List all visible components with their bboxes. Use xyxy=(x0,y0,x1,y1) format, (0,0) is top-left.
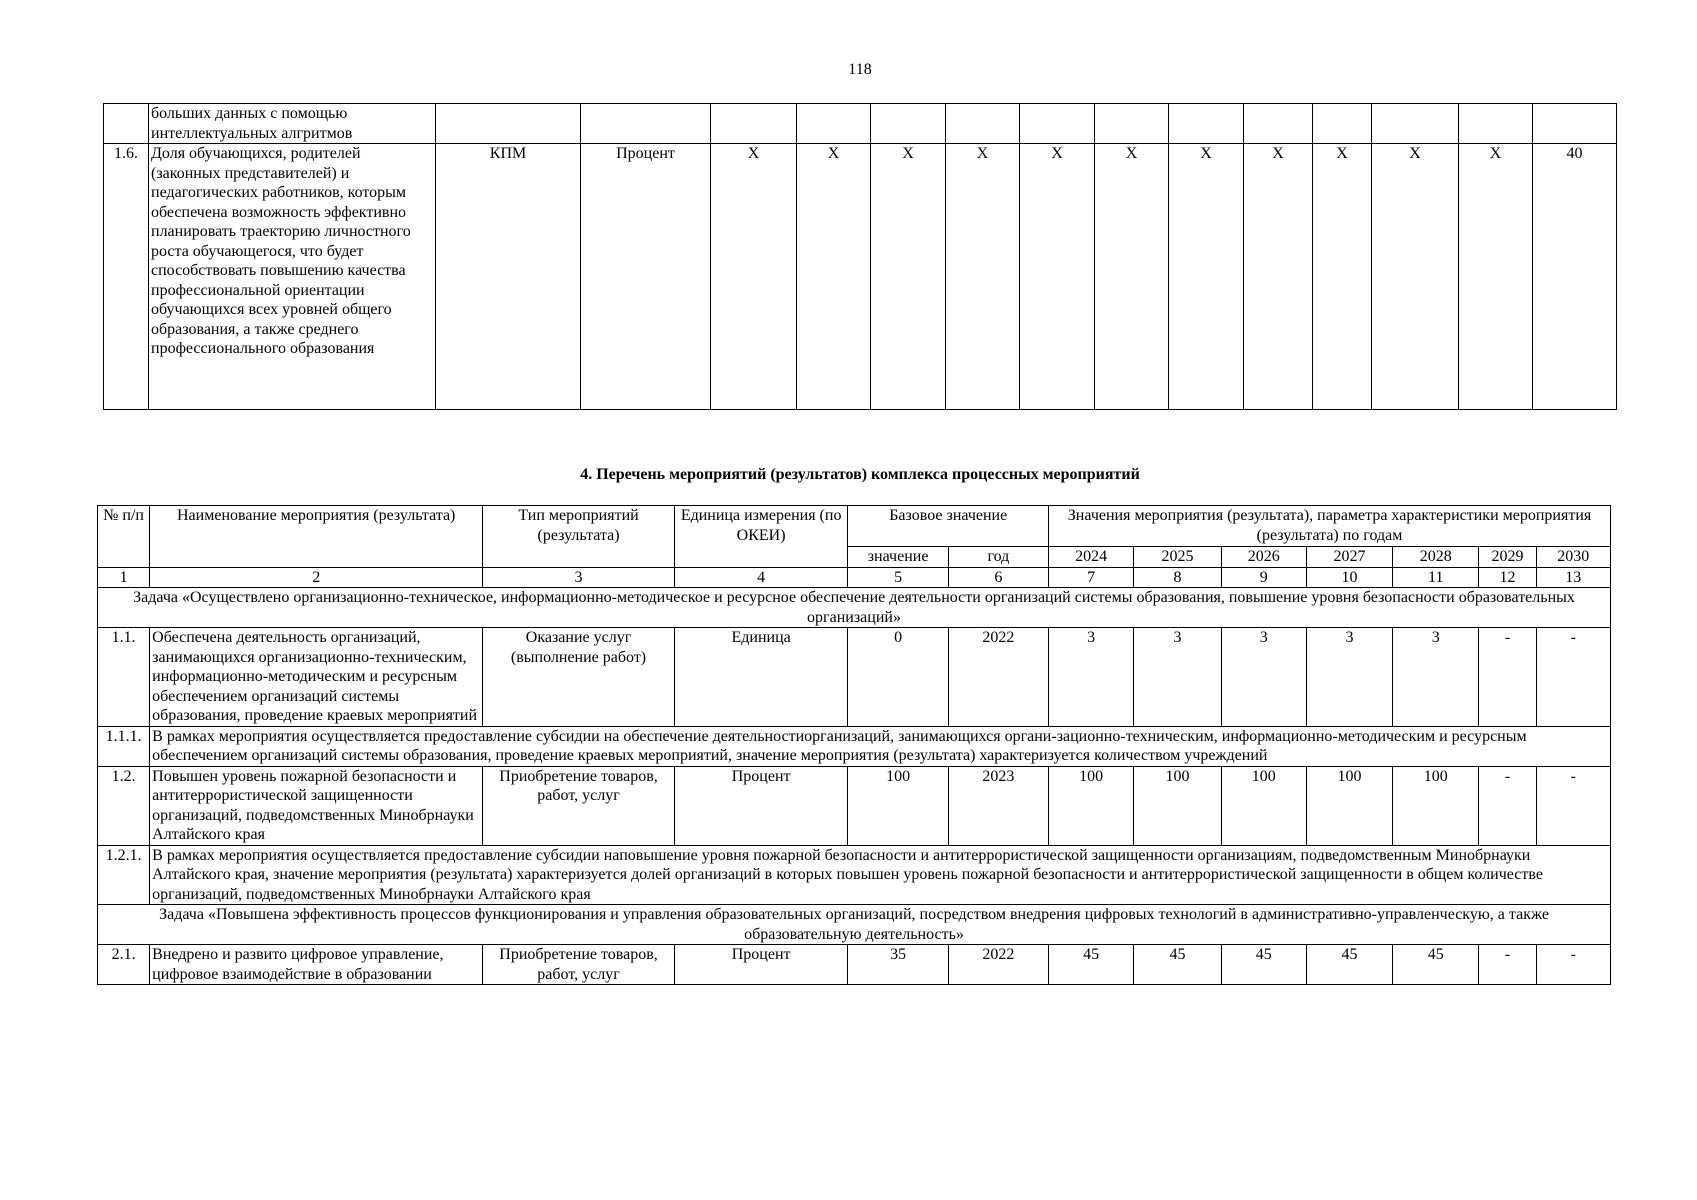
base-value: 100 xyxy=(848,766,948,845)
cell-value xyxy=(946,104,1020,144)
cell-value: Х xyxy=(1459,144,1533,410)
row-number: 1.1. xyxy=(98,628,150,727)
activities-table xyxy=(97,505,1611,985)
cell-value: Х xyxy=(1169,144,1244,410)
year-value: 100 xyxy=(1221,766,1306,845)
description-row xyxy=(98,845,1611,905)
header-year: 2028 xyxy=(1393,547,1479,568)
table-row xyxy=(104,144,1617,410)
table-row xyxy=(98,766,1611,845)
header-type: Тип мероприятий (результата) xyxy=(483,506,675,568)
column-number: 11 xyxy=(1393,567,1479,588)
base-year: 2023 xyxy=(948,766,1048,845)
section-title: 4. Перечень мероприятий (результатов) комплекса процессных мероприятий xyxy=(580,466,1140,483)
year-value: 3 xyxy=(1393,628,1479,727)
year-value: 45 xyxy=(1393,945,1479,985)
cell-value: Х xyxy=(1095,144,1169,410)
header-name: Наименование мероприятия (результата) xyxy=(150,506,483,568)
year-value: 100 xyxy=(1049,766,1134,845)
cell-value xyxy=(1533,104,1617,144)
table-row xyxy=(104,104,1617,144)
header-base: Базовое значение xyxy=(848,506,1049,547)
cell-value xyxy=(1095,104,1169,144)
row-number: 1.6. xyxy=(104,144,149,410)
activity-unit: Процент xyxy=(674,945,848,985)
activity-type: Оказание услуг (выполнение работ) xyxy=(483,628,675,727)
cell-value: Х xyxy=(1372,144,1459,410)
cell-value: Х xyxy=(797,144,871,410)
year-value: - xyxy=(1536,766,1610,845)
year-value: 45 xyxy=(1134,945,1221,985)
cell-value xyxy=(711,104,797,144)
year-value: - xyxy=(1479,628,1536,727)
base-value: 35 xyxy=(848,945,948,985)
year-value: 3 xyxy=(1049,628,1134,727)
header-year: 2029 xyxy=(1479,547,1536,568)
description-row xyxy=(98,726,1611,766)
indicator-type xyxy=(436,104,581,144)
header-values-by-year: Значения мероприятия (результата), параметра характеристики мероприятия (результата) по годам xyxy=(1049,506,1611,547)
cell-value: 40 xyxy=(1533,144,1617,410)
year-value: - xyxy=(1536,628,1610,727)
task-title: Задача «Осуществлено организационно-техническое, информационно-методическое и ресурсное обеспечение деятельности организаций системы образования, повышение уровня безопасности образовательных организаций» xyxy=(98,588,1611,628)
cell-value xyxy=(1313,104,1372,144)
cell-value xyxy=(871,104,946,144)
header-num: № п/п xyxy=(98,506,150,568)
activity-unit: Единица xyxy=(674,628,848,727)
activity-type: Приобретение товаров, работ, услуг xyxy=(483,945,675,985)
year-value: 45 xyxy=(1049,945,1134,985)
cell-value xyxy=(1020,104,1095,144)
year-value: - xyxy=(1536,945,1610,985)
base-value: 0 xyxy=(848,628,948,727)
column-number: 5 xyxy=(848,567,948,588)
header-year: 2027 xyxy=(1306,547,1392,568)
cell-value xyxy=(1169,104,1244,144)
header-base-value: значение xyxy=(848,547,948,568)
row-number: 1.2. xyxy=(98,766,150,845)
activity-description: В рамках мероприятия осуществляется предоставление субсидии на обеспечение деятельностиорганизаций, занимающихся органи-зационно-техническим, информационно-методическим и ресурсным обеспечением организаций системы образования, проведение краевых мероприятий, значение мероприятия (результата) характеризуется количеством учреждений xyxy=(150,726,1611,766)
activity-name: Повышен уровень пожарной безопасности и антитеррористической защищенности организаций, подведомственных Минобрнауки Алтайского края xyxy=(150,766,483,845)
cell-value: Х xyxy=(871,144,946,410)
cell-value xyxy=(1459,104,1533,144)
row-number: 1.2.1. xyxy=(98,845,150,905)
base-year: 2022 xyxy=(948,628,1048,727)
year-value: 100 xyxy=(1393,766,1479,845)
base-year: 2022 xyxy=(948,945,1048,985)
header-year: 2024 xyxy=(1049,547,1134,568)
column-number: 10 xyxy=(1306,567,1392,588)
column-number-row xyxy=(98,567,1611,588)
indicator-unit: Процент xyxy=(581,144,711,410)
activity-unit: Процент xyxy=(674,766,848,845)
header-row xyxy=(98,506,1611,547)
cell-value: Х xyxy=(1313,144,1372,410)
year-value: 45 xyxy=(1306,945,1392,985)
column-number: 1 xyxy=(98,567,150,588)
indicator-name: больших данных с помощью интеллектуальных алгритмов xyxy=(149,104,436,144)
activity-name: Обеспечена деятельность организаций, занимающихся организационно-техническим, информационно-методическим и ресурсным обеспечением организаций системы образования, проведение краевых мероприятий xyxy=(150,628,483,727)
cell-value: Х xyxy=(946,144,1020,410)
cell-value: Х xyxy=(1244,144,1313,410)
indicator-unit xyxy=(581,104,711,144)
year-value: 3 xyxy=(1306,628,1392,727)
header-unit: Единица измерения (по ОКЕИ) xyxy=(674,506,848,568)
activity-description: В рамках мероприятия осуществляется предоставление субсидии наповышение уровня пожарной безопасности и антитеррористической защищенности организациям, подведомственным Минобрнауки Алтайского края, значение мероприятия (результата) характеризуется долей организаций в которых повышен уровень пожарной безопасности и антитеррористической защищенности в общем количестве организаций, подведомственных Минобрнауки Алтайского края xyxy=(150,845,1611,905)
year-value: 100 xyxy=(1306,766,1392,845)
column-number: 6 xyxy=(948,567,1048,588)
header-year: 2026 xyxy=(1221,547,1306,568)
cell-value xyxy=(797,104,871,144)
cell-value xyxy=(1372,104,1459,144)
cell-value: Х xyxy=(1020,144,1095,410)
indicators-table-continuation xyxy=(103,103,1617,410)
year-value: - xyxy=(1479,945,1536,985)
task-row xyxy=(98,905,1611,945)
column-number: 12 xyxy=(1479,567,1536,588)
year-value: 3 xyxy=(1221,628,1306,727)
year-value: 45 xyxy=(1221,945,1306,985)
row-number xyxy=(104,104,149,144)
page-number: 118 xyxy=(848,61,872,78)
activity-type: Приобретение товаров, работ, услуг xyxy=(483,766,675,845)
column-number: 3 xyxy=(483,567,675,588)
table-row xyxy=(98,945,1611,985)
column-number: 2 xyxy=(150,567,483,588)
column-number: 9 xyxy=(1221,567,1306,588)
cell-value xyxy=(1244,104,1313,144)
year-value: 100 xyxy=(1134,766,1221,845)
year-value: 3 xyxy=(1134,628,1221,727)
column-number: 8 xyxy=(1134,567,1221,588)
column-number: 13 xyxy=(1536,567,1610,588)
indicator-type: КПМ xyxy=(436,144,581,410)
activity-name: Внедрено и развито цифровое управление, цифровое взаимодействие в образовании xyxy=(150,945,483,985)
column-number: 7 xyxy=(1049,567,1134,588)
task-title: Задача «Повышена эффективность процессов функционирования и управления образовательных организаций, посредством внедрения цифровых технологий в административно-управленческую, а также образовательную деятельность» xyxy=(98,905,1611,945)
row-number: 1.1.1. xyxy=(98,726,150,766)
header-year: 2025 xyxy=(1134,547,1221,568)
row-number: 2.1. xyxy=(98,945,150,985)
indicator-name: Доля обучающихся, родителей (законных представителей) и педагогических работников, которым обеспечена возможность эффективно планировать траекторию личностного роста обучающегося, что будет способствовать повышению качества профессиональной ориентации обучающихся всех уровней общего образования, а также среднего профессионального образования xyxy=(149,144,436,410)
header-year: 2030 xyxy=(1536,547,1610,568)
table-row xyxy=(98,628,1611,727)
column-number: 4 xyxy=(674,567,848,588)
task-row xyxy=(98,588,1611,628)
header-base-year: год xyxy=(948,547,1048,568)
cell-value: Х xyxy=(711,144,797,410)
year-value: - xyxy=(1479,766,1536,845)
